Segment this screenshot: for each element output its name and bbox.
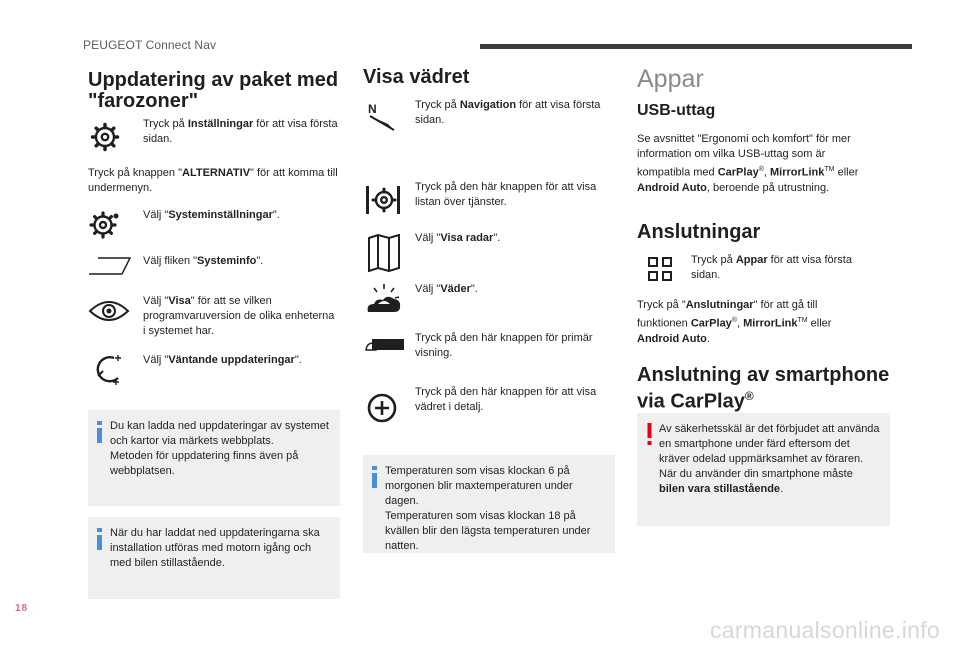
navigation-icon [364,100,400,132]
step-view-version: Välj "Visa" för att se vilken programvaruversion de olika enheterna i systemet har. [143,295,335,337]
step-apps: Tryck på Appar för att visa första sidan. [691,254,852,281]
apps-grid-icon [647,256,673,282]
para-usb-compat: Se avsnittet "Ergonomi och komfort" för mer information om vilka USB-uttag som är kompatibla med CarPlay®, MirrorLink™ eller Android Auto, beroende på utrustning. [637,133,859,194]
info-note-download-text: Du kan ladda ned uppdateringar av systemet och kartor via märkets webbplats. Metoden för uppdatering finns även på webbplatsen. [110,420,329,477]
map-icon [367,234,401,272]
primary-display-icon [364,335,406,353]
plus-icon [366,392,398,424]
step-system-info: Välj fliken "Systeminfo". [143,255,264,267]
info-note-installation-text: När du har laddat ned uppdateringarna ska installation utföras med motorn igång och med bilen stillastående. [110,527,320,569]
step-services-list: Tryck på den här knappen för att visa listan över tjänster. [415,181,597,208]
settings-menu-icon [88,208,122,242]
weather-icon [364,282,404,318]
heading-show-weather: Visa vädret [363,66,470,88]
heading-update-danger-zones: Uppdatering av paket med "farozoner" [88,69,339,112]
page-number: 18 [15,603,29,614]
step-weather: Välj "Väder". [415,283,478,295]
info-marker-icon [96,528,103,548]
warning-marker-icon [646,423,653,443]
step-weather-detail: Tryck på den här knappen för att visa vädret i detalj. [415,386,597,413]
update-icon [90,352,126,388]
heading-connections: Anslutningar [637,221,761,243]
info-marker-icon [371,466,378,486]
warning-note-safety-text: Av säkerhetsskäl är det förbjudet att använda en smartphone under färd eftersom det kräver odelad uppmärksamhet av föraren. När du använder din smartphone måste bilen vara stillastående. [659,423,880,495]
section-title-apps: Appar [637,65,704,93]
info-note-temperature-text: Temperaturen som visas klockan 6 på morgonen blir maxtemperaturen under dagen. Temperaturen som visas klockan 18 på kvällen blir den lägsta temperaturen under natten. [385,465,591,552]
para-connections: Tryck på "Anslutningar" för att gå till funktionen CarPlay®, MirrorLink™ eller Android Auto. [637,299,832,345]
step-settings: Tryck på Inställningar för att visa första sidan. [143,118,338,145]
heading-usb-port: USB-uttag [637,102,716,119]
services-list-icon [364,183,402,217]
info-note-temperature [363,455,615,553]
eye-icon [88,297,130,325]
step-navigation: Tryck på Navigation för att visa första sidan. [415,99,601,126]
warning-note-safety [637,413,890,526]
info-note-download [88,410,340,506]
info-note-installation [88,517,340,599]
para-options-button: Tryck på knappen "ALTERNATIV" för att komma till undermenyn. [88,167,338,194]
step-system-settings: Välj "Systeminställningar". [143,209,280,221]
svg-text:N: N [368,102,377,116]
running-header: PEUGEOT Connect Nav [83,38,217,52]
header-rule [480,44,912,49]
step-primary-display: Tryck på den här knappen för primär visning. [415,332,593,359]
info-marker-icon [96,421,103,441]
gear-icon [88,120,122,154]
step-pending-updates: Välj "Väntande uppdateringar". [143,354,302,366]
watermark: carmanualsonline.info [709,617,940,643]
step-show-radar: Välj "Visa radar". [415,232,501,244]
heading-carplay-connection: Anslutning av smartphone via CarPlay® [637,364,890,413]
tab-icon [88,254,132,276]
